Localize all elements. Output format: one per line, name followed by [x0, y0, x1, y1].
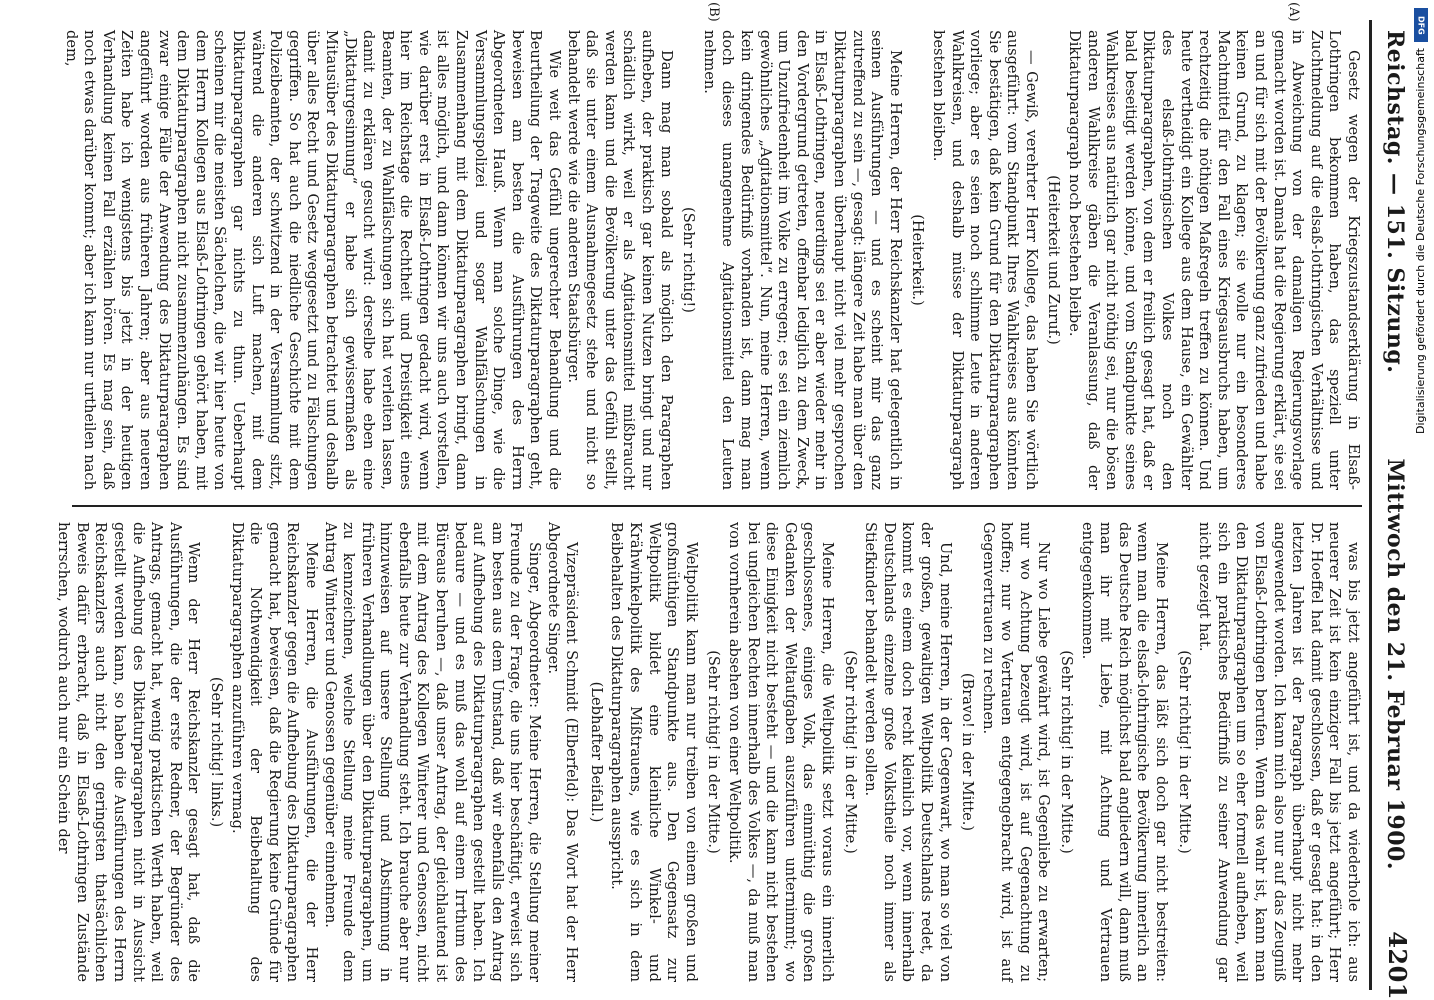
interjection: (Lebhafter Beifall.) [587, 681, 605, 823]
interjection: (Heiterkeit und Zuruf.) [1045, 175, 1063, 345]
interjection: (Heiterkeit.) [909, 214, 927, 306]
interjection: (Sehr richtig! in der Mitte.) [841, 650, 859, 854]
interjection: (Sehr richtig! in der Mitte.) [1058, 650, 1076, 854]
paragraph: Dann mag man sobald als möglich den Paragraphen aufheben, der praktisch gar keinen Nutzen bringt und nur schädlich wirkt, weil er als Agitationsmittel mißbraucht werden kann und die Bevölkerung unter das Gefühl stellt, daß sie unter einem Ausnahmegesetz stehe und nicht so behandelt werde wie die anderen Staatsbürger. [564, 30, 675, 490]
page-number: 4201 [1383, 931, 1412, 1000]
text-column-left [62, 2, 1362, 490]
paragraph: Meine Herren, die Weltpolitik setzt voraus ein innerlich geschlossenes, einiges Volk, das einmüthig die großen Gedanken der Weltaufgaben auszuführen unternimmt; wo diese Einigkeit nicht besteht — und die kann nicht bestehen bei ungleichen Rechten innerhalb des Volkes —, da muß man von vornherein absehen von einer Weltpolitik. [726, 522, 836, 982]
paragraph: Und, meine Herren, in der Gegenwart, wo man so viel von der großen, gewaltigen Weltpolitik Deutschlands redet, da kommt es einem doch recht kleinlich vor, wenn innerhalb Deutschlands einzelne große Volkstheile noch immer als Stiefkinder behandelt werden sollen. [862, 522, 954, 982]
paragraph: was bis jetzt angeführt ist, und da wiederhole ich: aus neuerer Zeit ist kein einziger Fall bis jetzt angeführt; Herr Dr. Hoeffel hat damit geschlossen, daß er gesagt hat: in den letzten Jahren ist der Paragraph überhaupt nicht mehr angewendet worden. Ich kann mich also nur auf das Zeugniß von Elsaß-Lothringen berufen. Wenn das wahr ist, kann man den Diktaturparagraphen um so eher formell aufheben, weil sich ein praktisches Bedürfniß zu seiner Anwendung gar nicht gezeigt hat. [1196, 522, 1362, 982]
text-column-right [55, 522, 1362, 982]
dfg-logo: DFG [1414, 8, 1428, 42]
paragraph: Weltpolitik kann man nur treiben von einem großen und großmüthigen Standpunkte aus. Den Gegensatz zur Weltpolitik bildet eine kleinliche Winkel- und Krähwinkelpolitik des Mißtrauens, wie es sich in dem Beibehalten des Diktaturparagraphen ausspricht. [608, 522, 700, 982]
paragraph: Meine Herren, die Ausführungen, die der Herr Reichskanzler gegen die Aufhebung des Diktaturparagraphen gemacht hat, beweisen, daß die Regierung keine Gründe für die Nothwendigkeit der Beibehaltung des Diktaturparagraphen anzuführen vermag. [228, 522, 320, 982]
digitization-note: Digitalisierung gefördert durch die Deutsche Forschungsgemeinschaft [1414, 48, 1427, 434]
interjection: (Sehr richtig! in der Mitte.) [705, 650, 723, 854]
margin-marker-b: (B) [706, 2, 721, 22]
paragraph: Meine Herren, der Herr Reichskanzler hat gelegentlich in seinen Ausführungen — und es scheint mir das ganz zutreffend zu sein —, gesagt: längere Zeit habe man über den Diktaturparagraphen überhaupt nicht viel mehr gesprochen in Elsaß-Lothringen, neuerdings sei er aber wieder mehr in den Vordergrund getreten, offenbar lediglich zu dem Zweck, um Unzufriedenheit im Volke zu erregen; es sei ein ziemlich gewöhnliches „Agitationsmittel“. Nun, meine Herren, wenn kein dringendes Bedürfniß vorhanden ist, dann mag man doch dieses unangenehme Agitationsmittel den Leuten nehmen. [700, 30, 904, 490]
column-divider [72, 505, 1362, 507]
paragraph: Wenn der Herr Reichskanzler gesagt hat, daß die Ausführungen, die der erste Redner, der Begründer des Antrags, gemacht hat, wenig praktischen Werth haben, weil die Aufhebung des Diktaturparagraphen nicht in Aussicht gestellt werden kann, so haben die Ausführungen des Herrn Reichskanzlers auch nicht den geringsten thatsächlichen Beweis dafür erbracht, daß in Elsaß-Lothringen Zustände herrschen, wodurch auch nur ein Schein der [55, 522, 203, 982]
header-rule [1369, 20, 1372, 990]
paragraph: Wie weit das Gefühl ungerechter Behandlung und die Beurtheilung der Tragweite des Diktaturparagraphen geht, beweisen am besten die Ausführungen des Herrn Abgeordneten Hauß. Wenn man solche Dinge, wie die Versammlungspolizei und sogar Wahlfälschungen in Zusammenhang mit dem Diktaturparagraphen bringt, dann ist alles möglich, und dann können wir uns auch vorstellen, wie darüber erst in Elsaß-Lothringen gedacht wird, wenn hier im Reichstage die Rechtheit und Dreistigkeit eines Beamten, der zu Wahlfälschungen sich hat verleiten lassen, damit zu erklären gesucht wird: derselbe habe eben eine „Diktaturgesinnung“ er habe sich gewissermaßen als Mitausüber des Diktaturparagraphen betrachtet und deshalb über alles Recht und Gesetz weggesetzt und zu Fälschungen gegriffen. So hat auch die niedliche Geschichte mit dem Polizeibeamten, der schwitzend in der Versammlung sitzt, während die anderen sich Luft machen, mit dem Diktaturparagraphen gar nichts zu thun. Ueberhaupt scheinen mir die meisten Sächelchen, die wir hier heute von dem Herrn Kollegen aus Elsaß-Lothringen gehört haben, mit dem Diktaturparagraphen nicht zusammenzuhängen. Es sind zwar einige Fälle der Anwendung des Diktaturparagraphen angeführt worden aus früheren Jahren; aber aus neueren Zeiten habe ich wenigstens bis jetzt in der heutigen Verhandlung keinen Fall erzählen hören. Es mag sein, daß noch etwas darüber kommt; aber ich kann nur urtheilen nach dem, [62, 30, 564, 490]
paragraph: Singer, Abgeordneter: Meine Herren, die Stellung meiner Freunde zu der Frage, die uns hier beschäftigt, erweist sich am besten aus dem Umstand, daß wir ebenfalls den Antrag auf Aufhebung des Diktaturparagraphen gestellt haben. Ich bedaure — und es muß das wohl auf einem Irrthum des Büreaus beruhen —, daß unser Antrag, der gleichlautend ist mit dem Antrag des Kollegen Winterer und Genossen, nicht ebenfalls heute zur Verhandlung steht. Ich brauche aber nur hinzuweisen auf unsere Stellung und Abstimmung in früheren Verhandlungen über den Diktaturparagraphen, um zu kennzeichnen, welche Stellung meine Freunde dem Antrag Winterer und Genossen gegenüber einnehmen. [321, 522, 544, 982]
rotated-page [55, 0, 1418, 1000]
header-date: Mittwoch den 21. Februar 1900. [1382, 458, 1408, 870]
interjection: (Sehr richtig! links.) [207, 676, 225, 828]
interjection: (Sehr richtig!) [680, 207, 698, 313]
interjection: (Bravo! in der Mitte.) [959, 672, 977, 832]
interjection: (Sehr richtig! in der Mitte.) [1175, 650, 1193, 854]
paragraph: — Gewiß, verehrter Herr Kollege, das haben Sie wörtlich ausgeführt: vom Standpunkt Ihres Wahlkreises aus könnten Sie bestätigen, daß kein Grund für den Diktaturparagraphen vorliege; aber es seien noch schlimme Leute in anderen Wahlkreisen, und deshalb müsse der Diktaturparagraph bestehen bleiben. [929, 30, 1040, 490]
header-left: Reichstag. — 151. Sitzung. [1382, 30, 1408, 374]
paragraph: Nur wo Liebe gewährt wird, ist Gegenliebe zu erwarten; nur wo Achtung bezeugt wird, ist auf Gegenachtung zu hoffen; nur wo Vertrauen entgegengebracht wird, ist auf Gegenvertrauen zu rechnen. [979, 522, 1053, 982]
paragraph: Gesetz wegen der Kriegszustandserklärung in Elsaß-Lothringen bekommen haben, das speziell unter Zuchtmeldung auf die elsaß-lothringischen Verhältnisse und in Abweichung von der damaligen Regierungsvorlage gemacht worden ist. Damals hat die Regierung erklärt, sie sei an und für sich mit der Bevölkerung ganz zufrieden und habe keinen Grund, zu klagen; sie wolle nur ein besonderes Machtmittel für den Fall eines Kriegsausbruchs haben, um rechtzeitig die nöthigen Maßregeln treffen zu können. Und heute vertheidigt ein Kollege aus dem Hause, ein Gewählter des elsaß-lothringischen Volkes noch den Diktaturparagraphen, von dem er freilich gesagt hat, daß er bald beseitigt werden könne, und vom Standpunkte seines Wahlkreises aus natürlich gar nicht nöthig sei, nur die bösen anderen Wahlkreise gäben die Veranlassung, daß der Diktaturparagraph noch bestehen bleibe. [1066, 30, 1362, 490]
digitization-credit [1412, 8, 1432, 998]
margin-marker-a: (A) [1286, 2, 1301, 22]
speaker-line: Vizepräsident Schmidt (Elberfeld): Das Wort hat der Herr Abgeordnete Singer. [544, 522, 581, 982]
paragraph: Meine Herren, das läßt sich doch gar nicht bestreiten: wenn man die elsaß-lothringische Bevölkerung innerlich an das Deutsche Reich möglichst bald angliedern will, dann muß man ihr mit Liebe, mit Achtung und Vertrauen entgegenkommen. [1078, 522, 1171, 982]
